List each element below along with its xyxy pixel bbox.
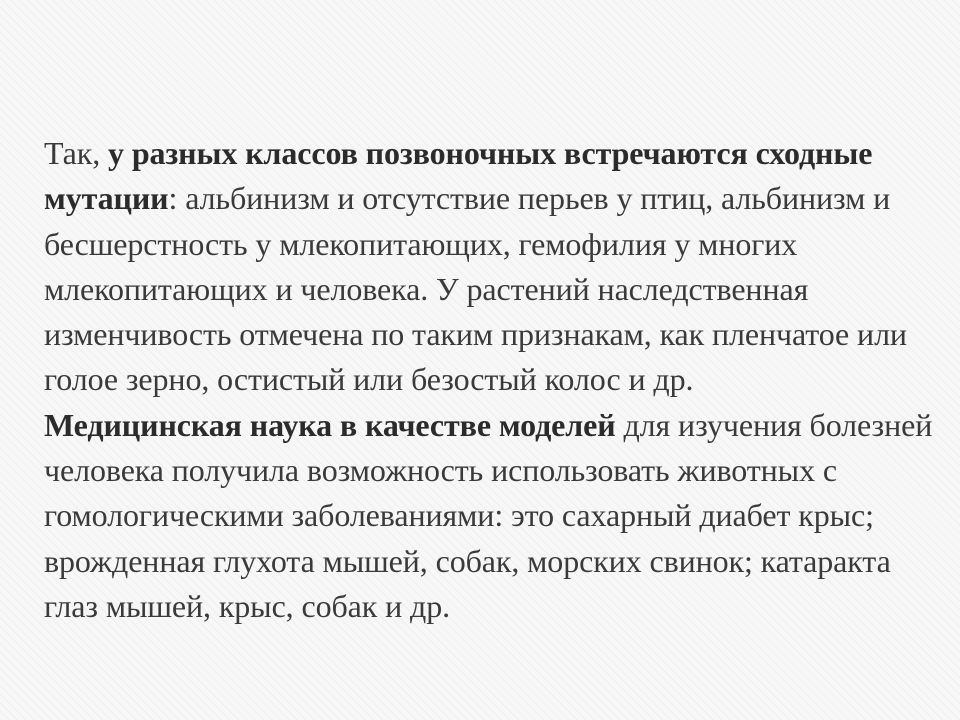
paragraph2-bold-phrase: Медицинская наука в качестве моделей — [44, 406, 616, 443]
paragraph1-rest: : альбинизм и отсутствие перьев у птиц, альбинизм и бесшерстность у млекопитающих, гемофилия у многих млекопитающих и человека. У растений наследственная изменчивость отмечена по таким признакам, как пленчатое или голое зерно, остистый или безостый колос и др. — [44, 180, 907, 398]
paragraph1-bold-phrase: у разных классов позвоночных встречаются сходные мутации — [44, 135, 873, 217]
paragraph2-rest: для изучения болезней человека получила возможность использовать животных с гомологическими заболеваниями: это сахарный диабет крыс; врожденная глухота мышей, собак, морских свинок; катаракта глаз мышей, крыс, собак и др. — [44, 406, 933, 624]
paragraph-medical-models — [44, 403, 944, 629]
slide-text-block — [44, 131, 944, 629]
paragraph1-lead: Так, — [44, 135, 109, 171]
paragraph-similar-mutations — [44, 131, 944, 403]
